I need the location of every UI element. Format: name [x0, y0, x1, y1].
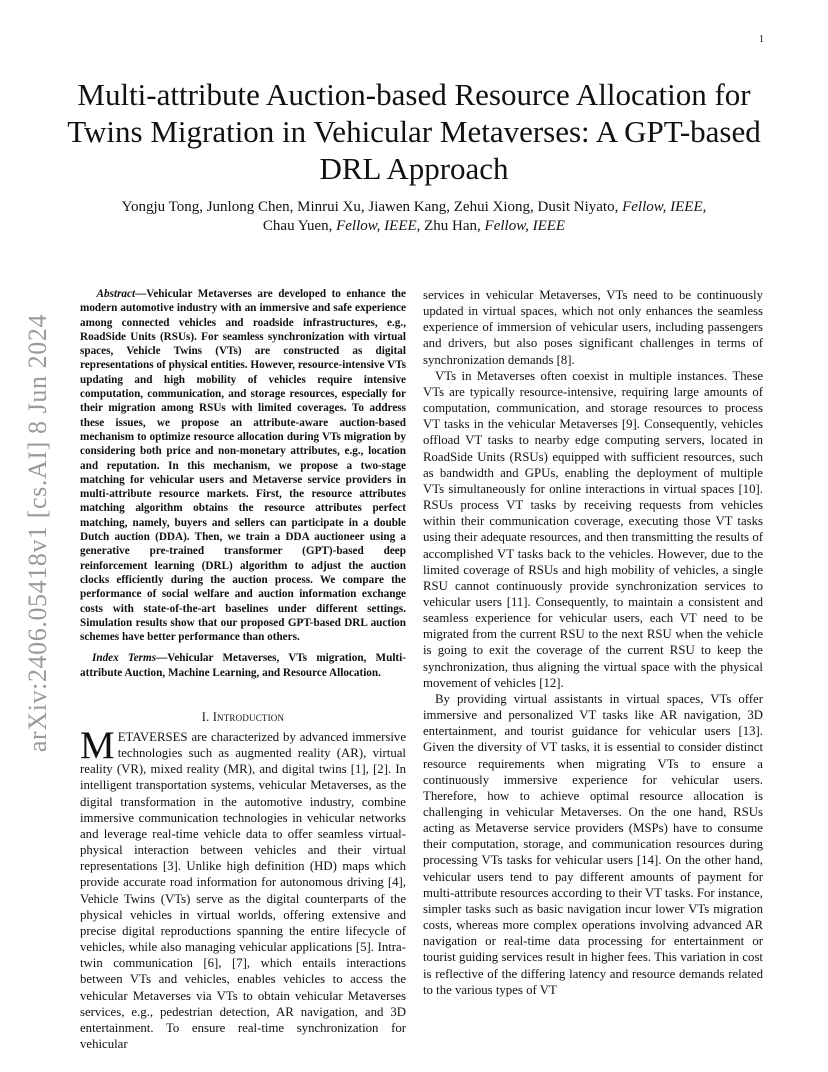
intro-paragraph-1-text: ETAVERSES are characterized by advanced immersive technologies such as augmented reality (AR), virtual reality (VR), mixed reality (MR), and digital twins [1], [2]. In intelligent transportation systems, vehicular Metaverses, as the digital transformation in the automotive industry, combine immersive communication technologies in vehicular networks and leverage real-time vehicle data to offer seamless virtual-physical interaction between vehicles and their virtual representations [3]. Unlike high definition (HD) maps which provide accurate road information for autonomous driving [4], Vehicle Twins (VTs) serve as the digital counterparts of the physical vehicles in virtual worlds, offering extensive and precise digital reproductions spanning the entire lifecycle of vehicles, while also managing vehicular applications [5]. Intra-twin communication [6], [7], which entails interactions between VTs and vehicles, enables vehicles to access the vehicular Metaverses via VTs to obtain vehicular Metaverses services, e.g., pedestrian detection, AR navigation, and 3D entertainment. To ensure real-time synchronization for vehicular [80, 730, 406, 1051]
author-list [80, 198, 748, 236]
author-affiliation: Fellow, IEEE [336, 218, 417, 234]
right-column [423, 287, 763, 998]
intro-paragraph-3: By providing virtual assistants in virtual spaces, VTs offer immersive and personalized VT tasks like AR navigation, 3D entertainment, and tourist guidance for vehicular users [13]. Given the diversity of VT tasks, it is essential to consider distinct resource requirements when migrating VTs to ensure a continuously immersive experience for vehicular users. Therefore, how to achieve optimal resource allocation is challenging in vehicular Metaverses. On the one hand, RSUs acting as Metaverse service providers (MSPs) have to consume their computation, storage, and communication resources during processing VTs tasks for vehicular users [14]. On the other hand, vehicular users tend to pay different amounts of payment for multi-attribute resources according to their VT tasks. For instance, simpler tasks such as basic navigation incur lower VTs migration costs, whereas more complex operations involving advanced AR navigation or real-time data processing for entertainment or tourist guiding services result in higher fees. This variation in cost is reflective of the differing latency and resource demands related to the various types of VT [423, 691, 763, 997]
abstract-text: —Vehicular Metaverses are developed to enhance the modern automotive industry with an immersive and safe experience among connected vehicles and roadside infrastructures, e.g., RoadSide Units (RSUs). For seamless synchronization with virtual spaces, Vehicle Twins (VTs) are constructed as digital representations of physical entities. However, resource-intensive VTs updating and high mobility of vehicles require intensive computation, communication, and storage resources, especially for their migration among RSUs with limited coverages. To address these issues, we propose an attribute-aware auction-based mechanism to optimize resource allocation during VTs migration by considering both price and non-monetary attributes, e.g., location and reputation. In this mechanism, we propose a two-stage matching for vehicular users and Metaverse service providers in multi-attribute resource markets. First, the resource attributes matching algorithm obtains the resource attributes perfect matching, namely, buyers and sellers can participate in a double Dutch auction (DDA). Then, we train a DDA auctioneer using a generative pre-trained transformer (GPT)-based deep reinforcement learning (DRL) algorithm to adjust the auction clocks efficiently during the auction process. We compare the performance of social welfare and auction information exchange costs with state-of-the-art baselines under different settings. Simulation results show that our proposed GPT-based DRL auction schemes have better performance than others. [80, 288, 406, 644]
author-line-2 [80, 217, 748, 236]
author-line-1: Yongju Tong, Junlong Chen, Minrui Xu, Jiawen Kang, Zehui Xiong, Dusit Niyato, Fellow, IEEE, [121, 199, 707, 215]
abstract [80, 287, 406, 644]
index-terms [80, 651, 406, 680]
section-title: Introduction [212, 710, 285, 725]
abstract-label: Abstract [96, 288, 136, 300]
page-number: 1 [759, 34, 764, 45]
author-name: , Zhu Han, [416, 218, 485, 234]
intro-paragraph-2: VTs in Metaverses often coexist in multiple instances. These VTs are typically resource-intensive, requiring large amounts of computation, communication, and storage resources to process VT tasks in the vehicular Metaverses [9]. Consequently, vehicles offload VT tasks to nearby edge computing servers, located in RoadSide Units (RSUs) equipped with sufficient resources, such as bandwidth and GPUs, enabling the deployment of multiple VTs simultaneously for online interactions in virtual spaces [10]. RSUs process VT tasks by receiving requests from vehicles within their communication coverage, executing those VT tasks using their adequate resources, and then transmitting the results of accomplished VT tasks back to the vehicles. However, due to the limited coverage of RSUs and high mobility of vehicles, a single RSU cannot continuously provide synchronization services to vehicular users [11]. Consequently, to maintain a consistent and seamless experience for vehicular users, each VT need to be migrated from the current RSU to the next RSU when the vehicle is going to exit the coverage of the current RSU to keep the synchronization, thus aligning the virtual space with the physical movement of vehicles [12]. [423, 368, 763, 690]
paper-title: Multi-attribute Auction-based Resource Allocation for Twins Migration in Vehicular Metaverses: A GPT-based DRL Approach [67, 77, 761, 186]
index-terms-text: —Vehicular Metaverses, VTs migration, Multi-attribute Auction, Machine Learning, and Resource Allocation. [80, 652, 406, 679]
arxiv-watermark [10, 305, 66, 760]
section-number: I. [201, 710, 213, 725]
arxiv-identifier: arXiv:2406.05418v1 [cs.AI] 8 Jun 2024 [23, 313, 52, 752]
author-name: Chau Yuen, [262, 218, 337, 234]
author-affiliation: Fellow, IEEE [622, 199, 703, 215]
left-column [80, 287, 406, 1052]
intro-paragraph-1-continued: services in vehicular Metaverses, VTs need to be continuously updated in virtual spaces, which not only enhances the seamless experience of immersion of vehicular users, including passengers and drivers, but also poses significant challenges in terms of synchronization demands [8]. [423, 288, 763, 367]
drop-cap: M [80, 724, 115, 768]
author-affiliation: Fellow, IEEE [484, 218, 566, 234]
section-heading [80, 710, 406, 725]
intro-paragraph-1 [80, 724, 406, 1052]
author-names: Yongju Tong, Junlong Chen, Minrui Xu, Jiawen Kang, Zehui Xiong, Dusit Niyato, [121, 199, 623, 215]
index-terms-label: Index Terms [92, 652, 157, 665]
